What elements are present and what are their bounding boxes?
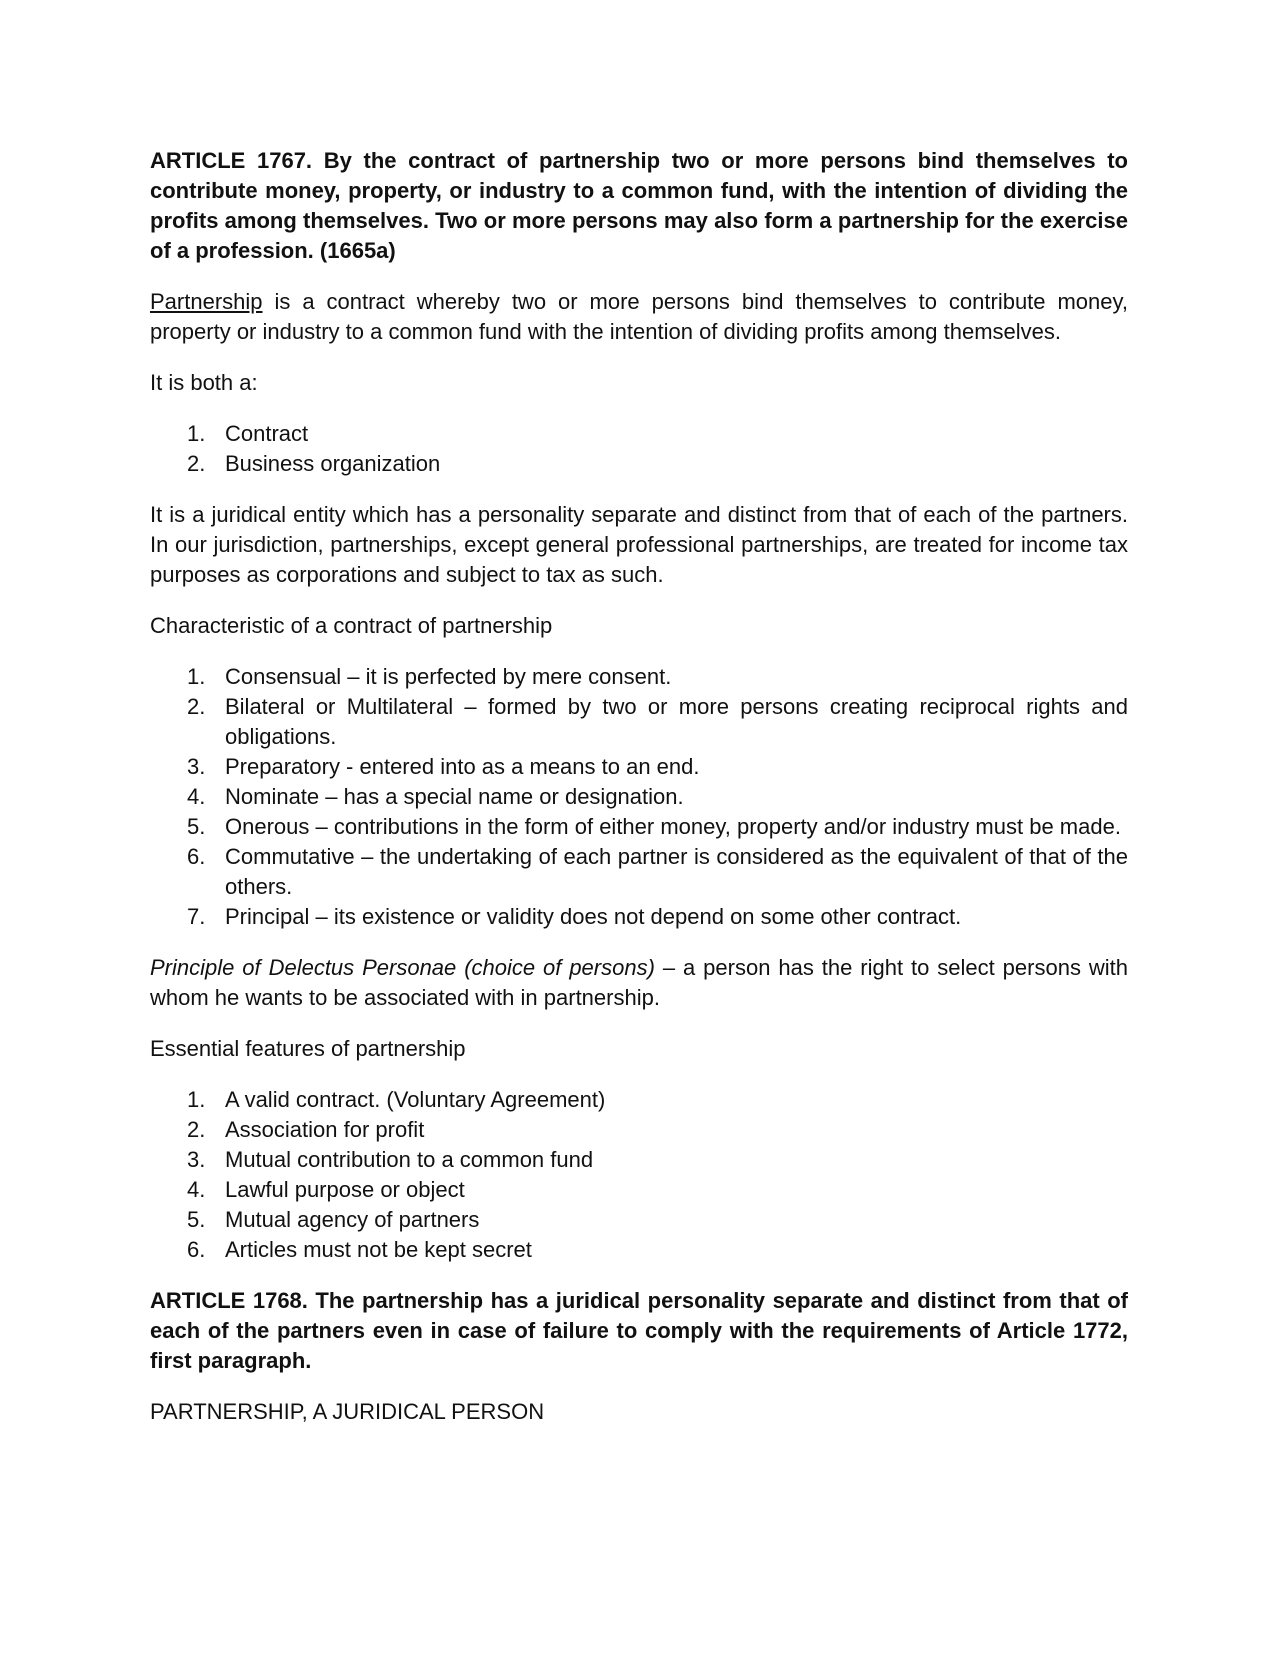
list-number: 3. [187,1147,206,1172]
list-number: 2. [187,451,206,476]
juridical-entity-paragraph: It is a juridical entity which has a personality separate and distinct from that of each of the partners. In our jurisdiction, partnerships, except general professional partnerships, are treated for income tax purposes as corporations and subject to tax as such. [150,502,1128,587]
delectus-personae-term: Principle of Delectus Personae (choice of persons) [150,955,655,980]
list-text: Mutual agency of partners [225,1207,480,1232]
list-text: Nominate – has a special name or designation. [225,784,684,809]
list-item [150,1085,1128,1115]
list-item [150,812,1128,842]
delectus-personae-text: – a person has the right to select persons with whom he wants to be associated with in partnership. [150,955,1128,1010]
essential-features-heading: Essential features of partnership [150,1036,466,1061]
list-number: 3. [187,754,206,779]
partnership-definition-text: is a contract whereby two or more persons bind themselves to contribute money, property or industry to a common fund with the intention of dividing profits among themselves. [150,289,1128,344]
list-number: 5. [187,1207,206,1232]
list-number: 2. [187,694,206,719]
list-number: 5. [187,814,206,839]
list-text: Onerous – contributions in the form of either money, property and/or industry must be made. [225,814,1121,839]
list-number: 4. [187,784,206,809]
list-number: 4. [187,1177,206,1202]
list-text: Bilateral or Multilateral – formed by two or more persons creating reciprocal rights and obligations. [225,694,1128,749]
list-item [150,902,1128,932]
list-item [150,419,1128,449]
partnership-term: Partnership [150,289,263,314]
both-intro: It is both a: [150,370,258,395]
list-text: Articles must not be kept secret [225,1237,532,1262]
list-text: Principal – its existence or validity does not depend on some other contract. [225,904,962,929]
list-item [150,1145,1128,1175]
list-item [150,842,1128,902]
list-number: 2. [187,1117,206,1142]
list-item [150,1115,1128,1145]
list-item [150,752,1128,782]
characteristic-heading: Characteristic of a contract of partnership [150,613,553,638]
list-item [150,449,1128,479]
list-text: Contract [225,421,309,446]
list-number: 1. [187,421,206,446]
article-1767: ARTICLE 1767. By the contract of partnership two or more persons bind themselves to contribute money, property, or industry to a common fund, with the intention of dividing the profits among themselves. Two or more persons may also form a partnership for the exercise of a profession. (1665a) [150,148,1128,263]
list-item [150,692,1128,752]
list-text: Business organization [225,451,441,476]
essential-features-list [150,1085,1128,1265]
both-list [150,419,1128,479]
list-text: Consensual – it is perfected by mere consent. [225,664,672,689]
characteristics-list [150,662,1128,932]
list-text: Association for profit [225,1117,425,1142]
list-number: 7. [187,904,206,929]
list-item [150,782,1128,812]
list-text: Commutative – the undertaking of each partner is considered as the equivalent of that of the others. [225,844,1128,899]
juridical-person-heading: PARTNERSHIP, A JURIDICAL PERSON [150,1399,545,1424]
list-number: 1. [187,664,206,689]
list-item [150,1205,1128,1235]
list-number: 6. [187,844,206,869]
list-item [150,662,1128,692]
partnership-definition [150,287,1128,347]
list-text: Mutual contribution to a common fund [225,1147,594,1172]
list-item [150,1175,1128,1205]
delectus-personae-paragraph [150,953,1128,1013]
list-text: Lawful purpose or object [225,1177,465,1202]
list-text: A valid contract. (Voluntary Agreement) [225,1087,606,1112]
list-number: 1. [187,1087,206,1112]
list-item [150,1235,1128,1265]
article-1768: ARTICLE 1768. The partnership has a juridical personality separate and distinct from that of each of the partners even in case of failure to comply with the requirements of Article 1772, first paragraph. [150,1288,1128,1373]
list-number: 6. [187,1237,206,1262]
list-text: Preparatory - entered into as a means to an end. [225,754,700,779]
